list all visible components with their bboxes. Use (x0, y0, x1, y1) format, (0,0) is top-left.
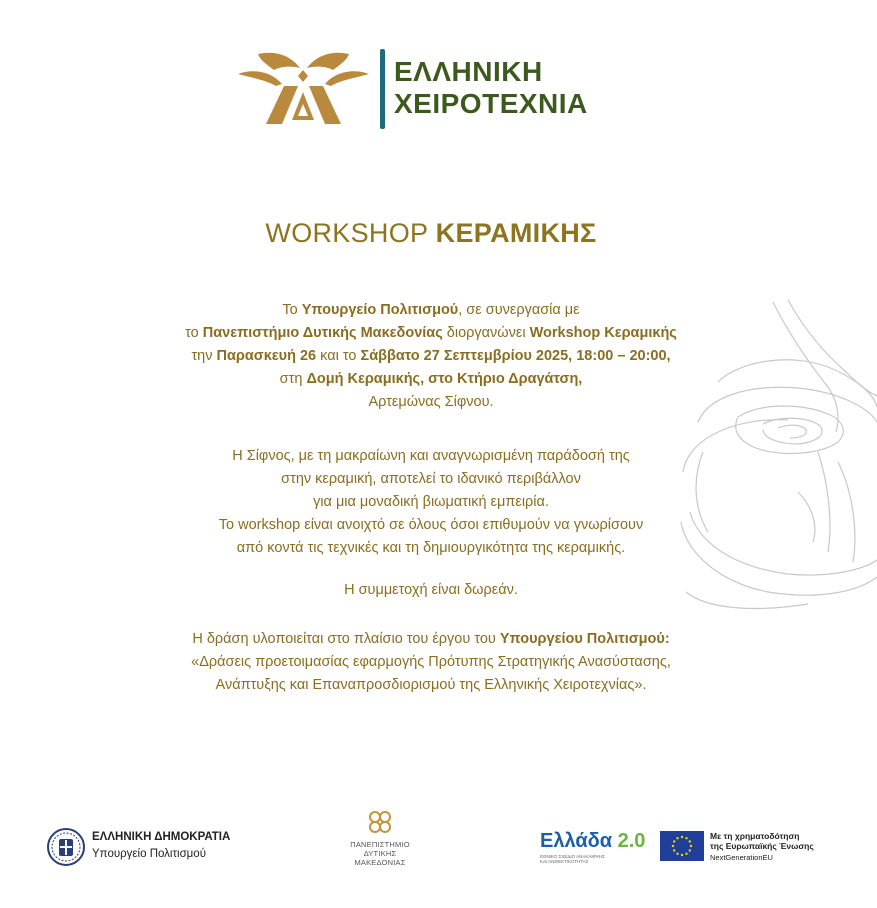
text: το (185, 325, 203, 341)
date-2: Σάββατο 27 Σεπτεμβρίου 2025, 18:00 – 20:00, (360, 348, 671, 364)
brand-logo (236, 46, 636, 136)
eu-star (690, 845, 692, 847)
ministry-name: Υπουργείου Πολιτισμού: (499, 631, 670, 647)
university-emblem-icon (366, 808, 394, 836)
body-line-5: από κοντά τις τεχνικές και τη δημιουργικότητα της κεραμικής. (236, 540, 626, 556)
body-line-4: Το workshop είναι ανοιχτό σε όλους όσοι επιθυμούν να γνωρίσουν (218, 517, 644, 533)
text: Η δράση υλοποιείται στο πλαίσιο του έργου του (192, 631, 500, 647)
hellenic-republic-logo (46, 827, 231, 871)
eu-star (681, 854, 683, 856)
framework-paragraph (0, 628, 862, 697)
greece-text: Ελλάδα (540, 830, 613, 852)
eu-star (685, 853, 687, 855)
eu-star (685, 837, 687, 839)
gov-line-2: Υπουργείο Πολιτισμού (92, 848, 206, 860)
version-text: 2.0 (612, 830, 646, 852)
eu-line-2: της Ευρωπαϊκής Ένωσης (710, 841, 814, 851)
body-line-1: Η Σίφνος, με τη μακραίωνη και αναγνωρισμένη παράδοσή της (232, 448, 630, 464)
eu-flag-icon (660, 831, 704, 861)
tagline-1: ΕΘΝΙΚΟ ΣΧΕΔΙΟ ΑΝΑΚΑΜΨΗΣ (540, 854, 605, 859)
text: Το (282, 302, 302, 318)
greece-2-0-wordmark (540, 830, 660, 853)
body-paragraph (0, 445, 862, 560)
body-line-2: στην κεραμική, αποτελεί το ιδανικό περιβάλλον (281, 471, 581, 487)
eu-star (676, 837, 678, 839)
intro-line-4 (0, 368, 862, 391)
eu-star (673, 840, 675, 842)
text: και το (316, 348, 361, 364)
brand-line-1: ΕΛΛΗΝΙΚΗ (394, 56, 543, 87)
eu-line-1: Με τη χρηματοδότηση (710, 831, 800, 841)
title-part-2: ΚΕΡΑΜΙΚΗΣ (435, 218, 597, 248)
text: , σε συνεργασία με (458, 302, 580, 318)
next-gen-eu-text: NextGenerationEU (710, 853, 773, 862)
eu-funding-text (710, 831, 814, 851)
title-part-1: WORKSHOP (265, 218, 436, 248)
text: την (191, 348, 217, 364)
eu-funding-logo (660, 829, 870, 869)
framework-line-1 (0, 628, 862, 651)
intro-paragraph (0, 299, 862, 414)
eu-star (676, 853, 678, 855)
brand-wordmark (394, 56, 588, 120)
text: διοργανώνει (442, 325, 530, 341)
eu-star (689, 849, 691, 851)
body-line-3: για μια μοναδική βιωματική εμπειρία. (313, 494, 549, 510)
ministry-name: Υπουργείο Πολιτισμού (301, 302, 459, 318)
hellenic-seal-icon (46, 827, 86, 867)
university-logo (330, 808, 430, 880)
intro-line-2 (0, 322, 862, 345)
uni-line-3: ΜΑΚΕΔΟΝΙΑΣ (354, 858, 406, 867)
uni-line-2: ΔΥΤΙΚΗΣ (363, 849, 397, 858)
sponsor-footer (0, 800, 877, 900)
brand-divider (380, 49, 385, 129)
page-title (0, 218, 862, 249)
eu-star (673, 849, 675, 851)
date-1: Παρασκευή 26 (216, 348, 317, 364)
intro-line-3 (0, 345, 862, 368)
greece-2-0-tagline (540, 854, 660, 864)
eu-star (689, 840, 691, 842)
eu-star (672, 845, 674, 847)
gov-line-1: ΕΛΛΗΝΙΚΗ ΔΗΜΟΚΡΑΤΙΑ (92, 831, 231, 843)
eu-star (681, 836, 683, 838)
intro-line-5: Αρτεμώνας Σίφνου. (368, 394, 494, 410)
university-name: Πανεπιστήμιο Δυτικής Μακεδονίας (202, 325, 443, 341)
text: στη (279, 371, 307, 387)
brand-line-2: ΧΕΙΡΟΤΕΧΝΙΑ (394, 88, 588, 119)
tagline-2: ΚΑΙ ΑΝΘΕΚΤΙΚΟΤΗΤΑΣ (540, 859, 589, 864)
university-name-text (330, 840, 430, 867)
framework-line-2: «Δράσεις προετοιμασίας εφαρμογής Πρότυπης Στρατηγικής Ανασύστασης, (191, 654, 671, 670)
framework-line-3: Ανάπτυξης και Επαναπροσδιορισμού της Ελληνικής Χειροτεχνίας». (215, 677, 647, 693)
uni-line-1: ΠΑΝΕΠΙΣΤΗΜΙΟ (350, 840, 410, 849)
brand-emblem-icon (236, 46, 371, 134)
free-participation-note: Η συμμετοχή είναι δωρεάν. (344, 582, 518, 598)
venue: Δομή Κεραμικής, στο Κτήριο Δραγάτση, (306, 371, 583, 387)
workshop-name: Workshop Κεραμικής (529, 325, 677, 341)
intro-line-1 (0, 299, 862, 322)
greece-2-0-logo (540, 830, 660, 870)
